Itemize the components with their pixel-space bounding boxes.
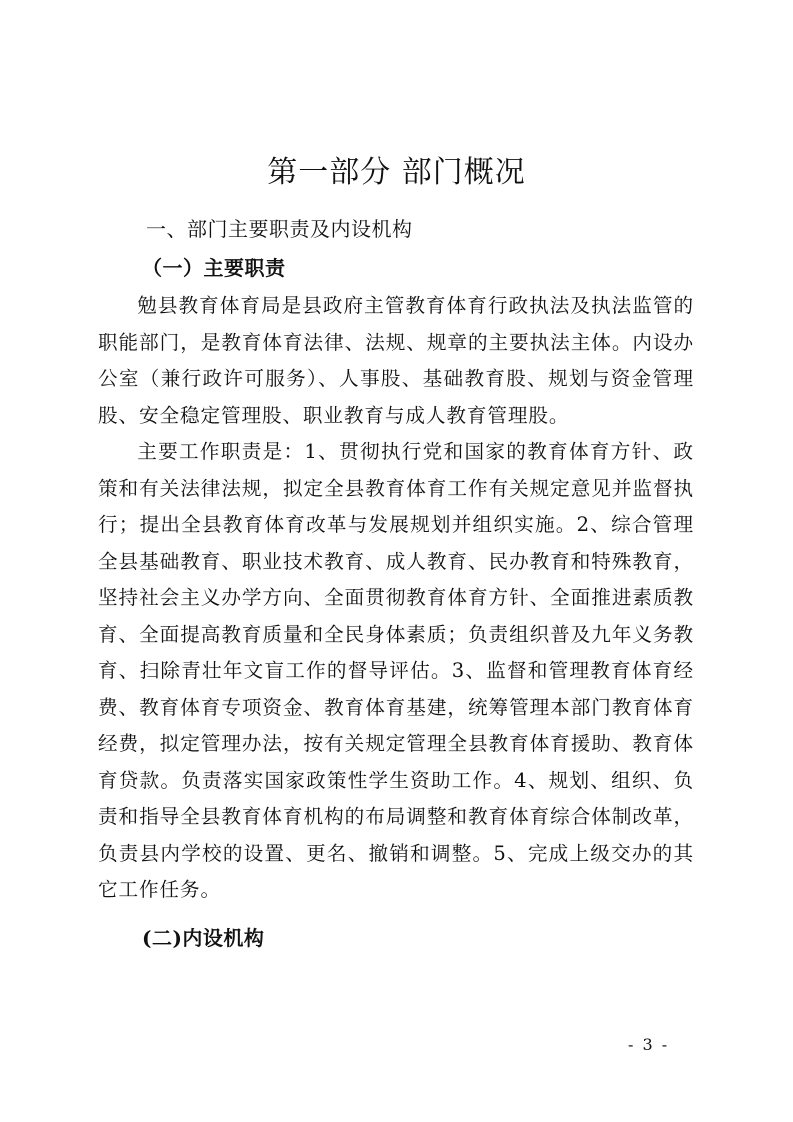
paragraph-main-duties: 主要工作职责是：1、贯彻执行党和国家的教育体育方针、政策和有关法律法规，拟定全县教育体育工作有关规定意见并监督执行；提出全县教育体育改革与发展规划并组织实施。2、综合管理全县基础教育、职业技术教育、成人教育、民办教育和特殊教育，坚持社会主义办学方向、全面贯彻教育体育方针、全面推进素质教育、全面提高教育质量和全民身体素质；负责组织普及九年义务教育、扫除青壮年文盲工作的督导评估。3、监督和管理教育体育经费、教育体育专项资金、教育体育基建，统筹管理本部门教育体育经费，拟定管理办法，按有关规定管理全县教育体育援助、教育体育贷款。负责落实国家政策性学生资助工作。4、规划、组织、负责和指导全县教育体育机构的布局调整和教育体育综合体制改革，负责县内学校的设置、更名、撤销和调整。5、完成上级交办的其它工作任务。 bbox=[98, 440, 694, 901]
page-title: 第一部分 部门概况 bbox=[267, 155, 526, 191]
section-heading: 一、部门主要职责及内设机构 bbox=[146, 217, 413, 241]
subsection-heading-main-duties: （一）主要职责 bbox=[142, 256, 286, 280]
paragraph-department-overview: 勉县教育体育局是县政府主管教育体育行政执法及执法监管的职能部门，是教育体育法律、法规、规章的主要执法主体。内设办公室（兼行政许可服务）、人事股、基础教育股、规划与资金管理股、安全稳定管理股、职业教育与成人教育管理股。 bbox=[98, 294, 694, 427]
subsection-heading-internal-structure: (二)内设机构 bbox=[142, 926, 265, 950]
page-number: - 3 - bbox=[628, 1035, 670, 1054]
